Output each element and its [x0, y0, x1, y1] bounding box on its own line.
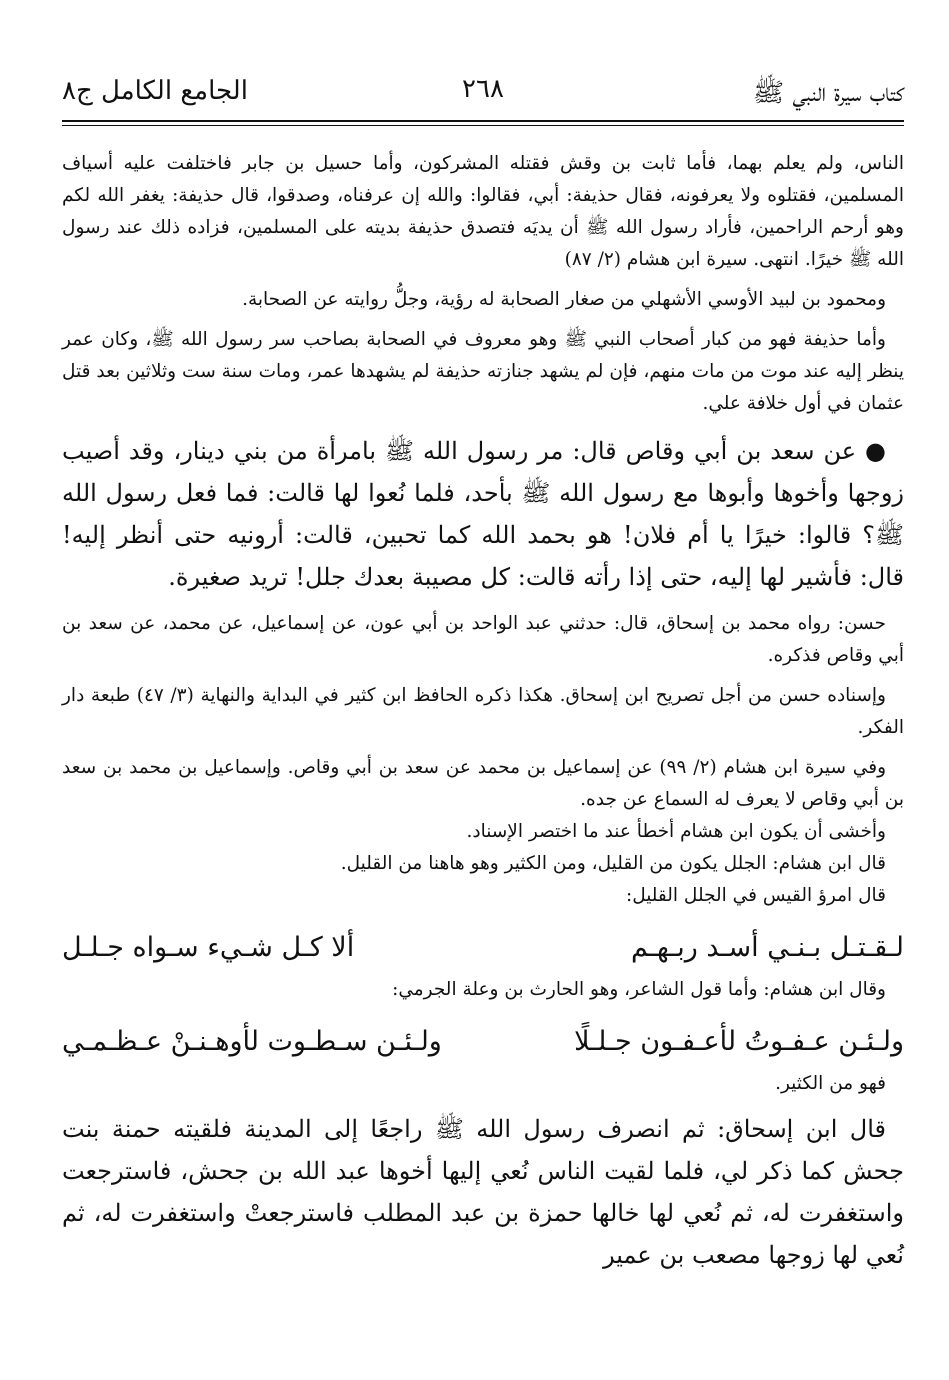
poem-verse — [62, 1020, 904, 1064]
paragraph: قال ابن إسحاق: ثم انصرف رسول الله ﷺ راجعًا إلى المدينة فلقيته حمنة بنت جحش كما ذكر لي، فلما لقيت الناس نُعي إليها أخوها عبد الله بن جحش، فاسترجعت واستغفرت له، ثم نُعي لها خالها حمزة بن عبد المطلب فاسترجعتْ واستغفرت له، ثم نُعي لها زوجها مصعب بن عمير — [62, 1115, 904, 1269]
poem-verse — [62, 926, 904, 970]
paragraph: فهو من الكثير. — [775, 1073, 886, 1094]
paragraph: وقال ابن هشام: وأما قول الشاعر، وهو الحارث بن وعلة الجرمي: — [392, 979, 886, 1000]
page — [62, 68, 904, 1269]
header-rule-thick — [62, 120, 904, 122]
hadith-paragraph: ● عن سعد بن أبي وقاص قال: مر رسول الله ﷺ بامرأة من بني دينار، وقد أصيب زوجها وأخوها وأبوها مع رسول الله ﷺ بأحد، فلما نُعوا لها قالت: فما فعل رسول الله ﷺ؟ قالوا: خيرًا يا أم فلان! هو بحمد الله كما تحبين، قالت: أرونيه حتى أنظر إليه! قال: فأشير لها إليه، حتى إذا رأته قالت: كل مصيبة بعدك جلل! تريد صغيرة. — [62, 437, 904, 591]
verse-first-hemistich: ولـئـن عـفـوتُ لأعـفـون جـلـلًا — [574, 1026, 904, 1057]
header-rule-thin — [62, 125, 904, 126]
paragraph: حسن: رواه محمد بن إسحاق، قال: حدثني عبد الواحد بن أبي عون، عن إسماعيل، عن محمد، عن سعد بن أبي وقاص فذكره. — [62, 613, 904, 666]
verse-first-hemistich: لـقـتـل بـنـي أسـد ربـهـم — [631, 932, 904, 963]
book-section-title: كتاب سيرة النبي ﷺ — [752, 78, 904, 108]
verse-second-hemistich: ألا كـل شـيء سـواه جـلـل — [62, 932, 355, 963]
paragraph: وأما حذيفة فهو من كبار أصحاب النبي ﷺ وهو معروف في الصحابة بصاحب سر رسول الله ﷺ، وكان عمر ينظر إليه عند موت من مات منهم، فإن لم يشهد جنازته حذيفة لم يشهدها عمر، ومات سنة ست وثلاثين بعد قتل عثمان في أول خلافة علي. — [62, 329, 904, 414]
verse-second-hemistich: ولـئـن سـطـوت لأوهـنـنْ عـظـمـي — [62, 1026, 442, 1057]
paragraph: قال امرؤ القيس في الجلل القليل: — [625, 885, 886, 906]
paragraph: قال ابن هشام: الجلل يكون من القليل، ومن الكثير وهو هاهنا من القليل. — [340, 853, 886, 874]
paragraph: وإسناده حسن من أجل تصريح ابن إسحاق. هكذا ذكره الحافظ ابن كثير في البداية والنهاية (٣/ ٤٧) طبعة دار الفكر. — [62, 685, 904, 738]
page-body — [62, 148, 904, 1276]
page-header — [62, 68, 904, 114]
paragraph: ومحمود بن لبيد الأوسي الأشهلي من صغار الصحابة له رؤية، وجلُّ روايته عن الصحابة. — [242, 289, 886, 310]
paragraph: الناس، ولم يعلم بهما، فأما ثابت بن وقش فقتله المشركون، وأما حسيل بن جابر فاختلفت عليه أسياف المسلمين، فقتلوه ولا يعرفونه، فقال حذيفة: أبي، فقالوا: والله إن عرفناه، وصدقوا، قال حذيفة: يغفر الله لكم وهو أرحم الراحمين، فأراد رسول الله ﷺ أن يديَه فتصدق حذيفة بديته على المسلمين، فزاده ذلك عند رسول الله ﷺ خيرًا. انتهى. سيرة ابن هشام (٢/ ٨٧) — [62, 153, 904, 270]
paragraph: وفي سيرة ابن هشام (٢/ ٩٩) عن إسماعيل بن محمد عن سعد بن أبي وقاص. وإسماعيل بن محمد بن سعد بن أبي وقاص لا يعرف له السماع عن جده. — [62, 757, 904, 810]
paragraph: وأخشى أن يكون ابن هشام أخطأ عند ما اختصر الإسناد. — [466, 821, 886, 842]
book-title: الجامع الكامل ج٨ — [62, 76, 248, 106]
page-number: ٢٦٨ — [462, 74, 504, 104]
